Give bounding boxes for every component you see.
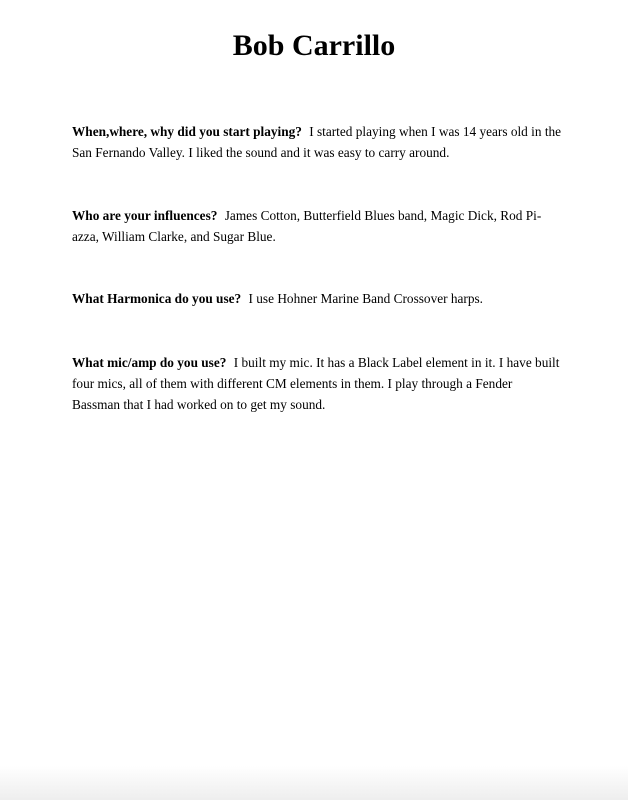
question-text: When,where, why did you start playing?	[72, 124, 302, 139]
page-title: Bob Carrillo	[232, 29, 396, 62]
question-text: Who are your influences?	[72, 208, 218, 223]
question-text: What Harmonica do you use?	[72, 291, 242, 306]
qa-item-influences	[72, 205, 562, 247]
qa-item-mic-amp	[72, 352, 562, 415]
question-text: What mic/amp do you use?	[72, 355, 227, 370]
qa-item-harmonica	[72, 288, 562, 309]
answer-text: James Cotton, Butterfield Blues band, Magic Dick, Rod Piazza, William Clarke, and Sugar Blue.	[72, 208, 542, 244]
answer-text: I use Hohner Marine Band Crossover harps.	[248, 291, 484, 306]
answer-text: I built my mic. It has a Black Label element in it. I have built four mics, all of them with different CM elements in them. I play through a Fender Bassman that I had worked on to get my sound.	[72, 355, 560, 412]
qa-item-start-playing	[72, 121, 562, 163]
answer-text: I started playing when I was 14 years old in the San Fernando Valley. I liked the sound and it was easy to carry around.	[72, 124, 562, 160]
page-bottom-shadow	[0, 766, 628, 800]
